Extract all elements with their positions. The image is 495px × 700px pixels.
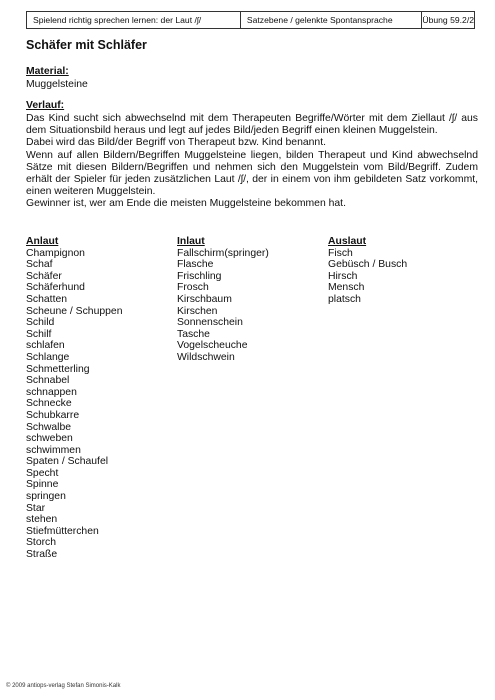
word-list-item: Schaf [26,259,53,271]
page-title: Schäfer mit Schläfer [26,38,147,52]
word-list-item: springen [26,491,66,503]
inlaut-list [177,248,269,364]
anlaut-list [26,248,122,561]
word-list-item: Specht [26,467,59,479]
word-list-item: schwimmen [26,444,81,456]
auslaut-heading: Auslaut [328,236,367,247]
word-list-item: Fisch [328,247,353,259]
word-list-item: Champignon [26,247,85,259]
word-list-item: Frischling [177,270,222,282]
word-list-item: Schwalbe [26,421,72,433]
inlaut-column [177,236,269,364]
inlaut-heading: Inlaut [177,236,205,247]
word-list-item: Flasche [177,259,214,271]
verlauf-paragraph: Dabei wird das Bild/der Begriff von Therapeut bzw. Kind benannt. [26,137,326,149]
word-list-item: Schatten [26,293,68,305]
anlaut-column [26,236,122,561]
word-list-item: Vogelscheuche [177,340,248,352]
word-list-item: Spinne [26,479,59,491]
word-list-item: Sonnenschein [177,317,243,329]
header-series-title: Spielend richtig sprechen lernen: der Laut /ʃ/ [27,12,241,28]
word-list-item: Fallschirm(springer) [177,247,269,259]
copyright-footer: © 2009 antiops-verlag Stefan Simonis-Kalk [6,683,121,689]
word-list-item: Schäfer [26,270,62,282]
verlauf-label: Verlauf: [26,100,65,111]
word-list-item: Spaten / Schaufel [26,456,109,468]
auslaut-column [328,236,407,306]
word-list-item: Frosch [177,282,209,294]
word-list-item: Wildschwein [177,351,235,363]
word-list-item: Kirschen [177,305,218,317]
word-list-item: Hirsch [328,270,358,282]
header-exercise-number: Übung 59.2/2 [422,15,474,25]
word-list-item: Straße [26,549,58,561]
verlauf-paragraph: Das Kind sucht sich abwechselnd mit dem Therapeuten Begriffe/Wörter mit dem Ziellaut /ʃ/ aus dem Situationsbild heraus und legt auf jedes Bild/jeden Begriff einen kleinen Muggelstein. [26,113,478,137]
word-list-item: Schlange [26,351,70,363]
verlauf-paragraph: Gewinner ist, wer am Ende die meisten Muggelsteine bekommen hat. [26,198,346,210]
word-list-item: Kirschbaum [177,293,232,305]
word-list-item: Schnabel [26,375,70,387]
word-list-item: Schäferhund [26,282,85,294]
word-list-item: Schild [26,317,55,329]
word-list-item: Tasche [177,328,210,340]
word-list-item: Star [26,502,46,514]
word-list-item: schnappen [26,386,77,398]
header-level: Satzebene / gelenkte Spontansprache [241,12,423,28]
word-list-item: Schubkarre [26,409,80,421]
word-list-item: stehen [26,514,58,526]
word-list-item: Mensch [328,282,365,294]
word-list-item: Stiefmütterchen [26,525,99,537]
verlauf-text [26,113,478,211]
header-table [26,11,475,29]
word-list-item: Schmetterling [26,363,90,375]
word-list-item: Gebüsch / Busch [328,259,408,271]
word-list-item: schweben [26,433,73,445]
word-list-item: Schilf [26,328,52,340]
material-text: Muggelsteine [26,79,88,90]
material-label: Material: [26,66,69,77]
word-list-item: platsch [328,293,361,305]
word-list-item: Scheune / Schuppen [26,305,123,317]
verlauf-paragraph: Wenn auf allen Bildern/Begriffen Muggelsteine liegen, bilden Therapeut und Kind abwechselnd Sätze mit diesen Bildern/Begriffen und nehmen sich den Muggelstein vom Bild/Begriff. Zudem erhält der Spieler für jeden zusätzlichen Laut /ʃ/, der in einem von ihm gebildeten Satz vorkommt, einen weiteren Muggelstein. [26,149,478,198]
word-list-item: Schnecke [26,398,72,410]
word-list-item: schlafen [26,340,65,352]
auslaut-list [328,248,407,306]
word-list-item: Storch [26,537,57,549]
anlaut-heading: Anlaut [26,236,59,247]
